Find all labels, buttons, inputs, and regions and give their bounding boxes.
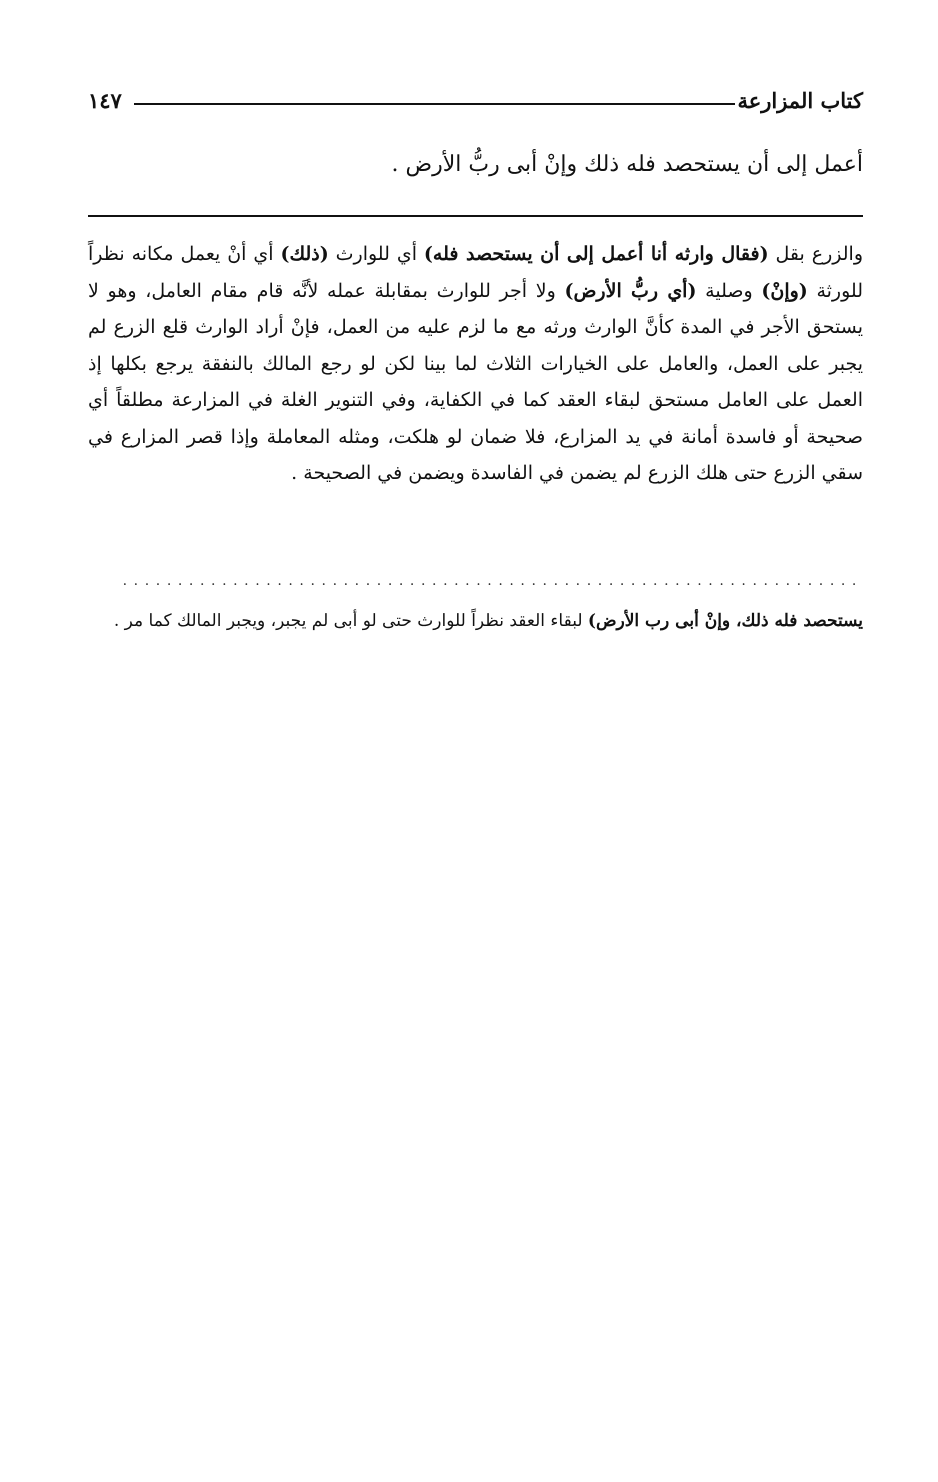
- chapter-title: كتاب المزارعة: [737, 88, 863, 113]
- commentary-bold-3: (وإنْ): [761, 279, 808, 302]
- commentary-text-4: وصلية: [696, 279, 762, 302]
- header-rule: [134, 103, 735, 105]
- footnote-text-1: لبقاء العقد نظراً للوارث حتى لو أبى لم يجبر، ويجبر المالك كما مر .: [113, 611, 588, 631]
- footnote-text: [88, 605, 863, 638]
- commentary-text: [88, 236, 863, 492]
- commentary-bold-1: (فقال وارثه أنا أعمل إلى أن يستحصد فله): [423, 243, 769, 265]
- main-text: [88, 142, 863, 188]
- page-number: ١٤٧: [88, 88, 122, 113]
- commentary-text-3: أي أنْ يعمل مكانه نظراً للورثة: [88, 243, 864, 302]
- main-text-line: أعمل إلى أن يستحصد فله ذلك وإنْ أبى ربُّ الأرض .: [391, 152, 863, 177]
- commentary-text-1: والزرع بقل: [768, 243, 864, 265]
- commentary-bold-2: (ذلك): [280, 243, 329, 265]
- commentary-text-2: أي للوارث: [328, 243, 424, 265]
- commentary-text-5: ولا أجر للوارث بمقابلة عمله لأنَّه قام مقام العامل، وهو لا يستحق الأجر في المدة كأنَّ الوارث ورثه مع ما لزم عليه من العمل، فإنْ أراد الوارث قلع الزرع لم يجبر على العمل، والعامل على الخيارات الثلاث لما بينا لكن لو رجع المالك بالنفقة يرجع بكلها إذ العمل على العامل مستحق لبقاء العقد كما في الكفاية، وفي التنوير الغلة في المزارعة مطلقاً أي صحيحة أو فاسدة أمانة في يد المزارع، فلا ضمان لو هلكت، ومثله المعاملة وإذا قصر المزارع في سقي الزرع حتى هلك الزرع لم يضمن في الفاسدة ويضمن في الصحيحة .: [88, 279, 863, 484]
- page-header: [88, 84, 863, 118]
- dotted-separator: ...................................................................: [122, 573, 863, 589]
- commentary-bold-4: (أي ربُّ الأرض): [564, 279, 697, 302]
- footnote-bold-1: يستحصد فله ذلك، وإنْ أبى رب الأرض): [587, 611, 863, 631]
- section-separator: [88, 215, 863, 217]
